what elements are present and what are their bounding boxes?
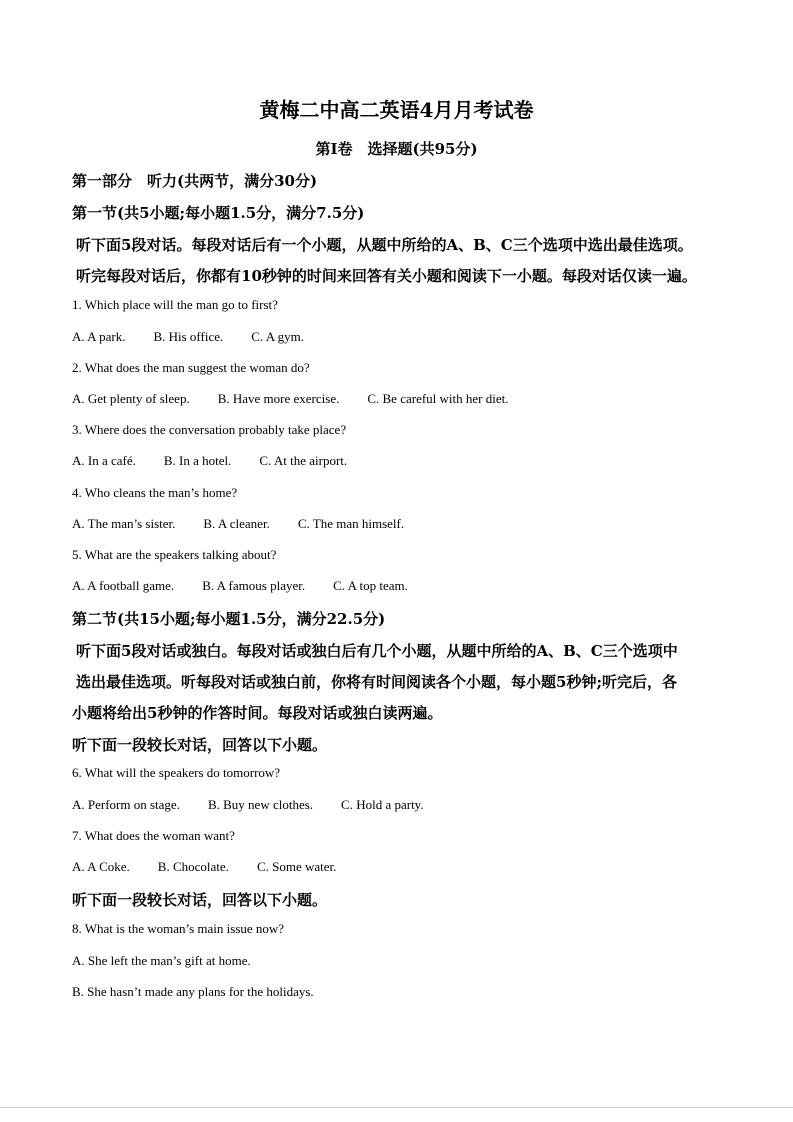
section1-instruction: 听下面5段对话。每段对话后有一个小题，从题中所给的A、B、C三个选项中选出最佳选项。 <box>76 236 693 254</box>
option-b: B. In a hotel. <box>163 453 232 468</box>
question-text: 8. What is the woman’s main issue now? <box>72 921 285 936</box>
section1-heading: 第一节(共5小题;每小题1.5分，满分7.5分) <box>72 204 365 222</box>
option-a: A. A park. <box>72 329 126 344</box>
answer-options <box>72 329 332 345</box>
option-c: C. Some water. <box>256 859 337 874</box>
option-b: B. Buy new clothes. <box>207 797 314 812</box>
dialogue-intro: 听下面一段较长对话，回答以下小题。 <box>72 736 328 754</box>
section2-instruction: 小题将给出5秒钟的作答时间。每段对话或独白读两遍。 <box>72 704 443 722</box>
option-b: B. She hasn’t made any plans for the holidays. <box>72 984 314 999</box>
question-text: 3. Where does the conversation probably take place? <box>72 422 347 437</box>
answer-options <box>72 453 375 469</box>
answer-options <box>72 859 364 875</box>
option-a: A. A football game. <box>72 578 175 593</box>
section2-heading: 第二节(共15小题;每小题1.5分，满分22.5分) <box>72 610 386 628</box>
section1-instruction: 听完每段对话后，你都有10秒钟的时间来回答有关小题和阅读下一小题。每段对话仅读一遍。 <box>76 267 697 285</box>
option-c: C. The man himself. <box>297 516 405 531</box>
question-text: 5. What are the speakers talking about? <box>72 547 277 562</box>
dialogue-intro: 听下面一段较长对话，回答以下小题。 <box>72 891 328 909</box>
paper-subtitle: 第Ⅰ卷 选择题(共95分) <box>315 140 478 158</box>
exam-title: 黄梅二中高二英语4月月考试卷 <box>259 98 534 122</box>
option-c: C. At the airport. <box>259 453 348 468</box>
option-c: C. Hold a party. <box>341 797 424 812</box>
question-text: 2. What does the man suggest the woman do? <box>72 360 310 375</box>
option-b: B. His office. <box>153 329 224 344</box>
question-text: 7. What does the woman want? <box>72 828 235 843</box>
answer-options <box>72 797 452 813</box>
option-c: C. A top team. <box>333 578 408 593</box>
option-a: A. Get plenty of sleep. <box>72 391 190 406</box>
option-b: B. A famous player. <box>202 578 306 593</box>
answer-options <box>72 516 432 532</box>
section2-instruction: 听下面5段对话或独白。每段对话或独白后有几个小题，从题中所给的A、B、C三个选项中 <box>76 642 678 660</box>
answer-options <box>72 578 436 594</box>
question-text: 4. Who cleans the man’s home? <box>72 485 238 500</box>
answer-options <box>72 391 537 407</box>
part1-heading: 第一部分 听力(共两节，满分30分) <box>72 172 318 190</box>
option-b: B. Chocolate. <box>157 859 229 874</box>
option-a: A. She left the man’s gift at home. <box>72 953 251 968</box>
option-a: A. Perform on stage. <box>72 797 180 812</box>
option-c: C. Be careful with her diet. <box>367 391 509 406</box>
section2-instruction: 选出最佳选项。听每段对话或独白前，你将有时间阅读各个小题，每小题5秒钟;听完后，各 <box>76 673 677 691</box>
page-bottom-rule <box>0 1107 793 1108</box>
option-a: A. A Coke. <box>72 859 130 874</box>
option-a: A. The man’s sister. <box>72 516 176 531</box>
option-b: B. Have more exercise. <box>217 391 340 406</box>
option-a: A. In a café. <box>72 453 136 468</box>
question-text: 1. Which place will the man go to first? <box>72 297 278 312</box>
option-c: C. A gym. <box>251 329 305 344</box>
option-b: B. A cleaner. <box>203 516 270 531</box>
question-text: 6. What will the speakers do tomorrow? <box>72 765 281 780</box>
